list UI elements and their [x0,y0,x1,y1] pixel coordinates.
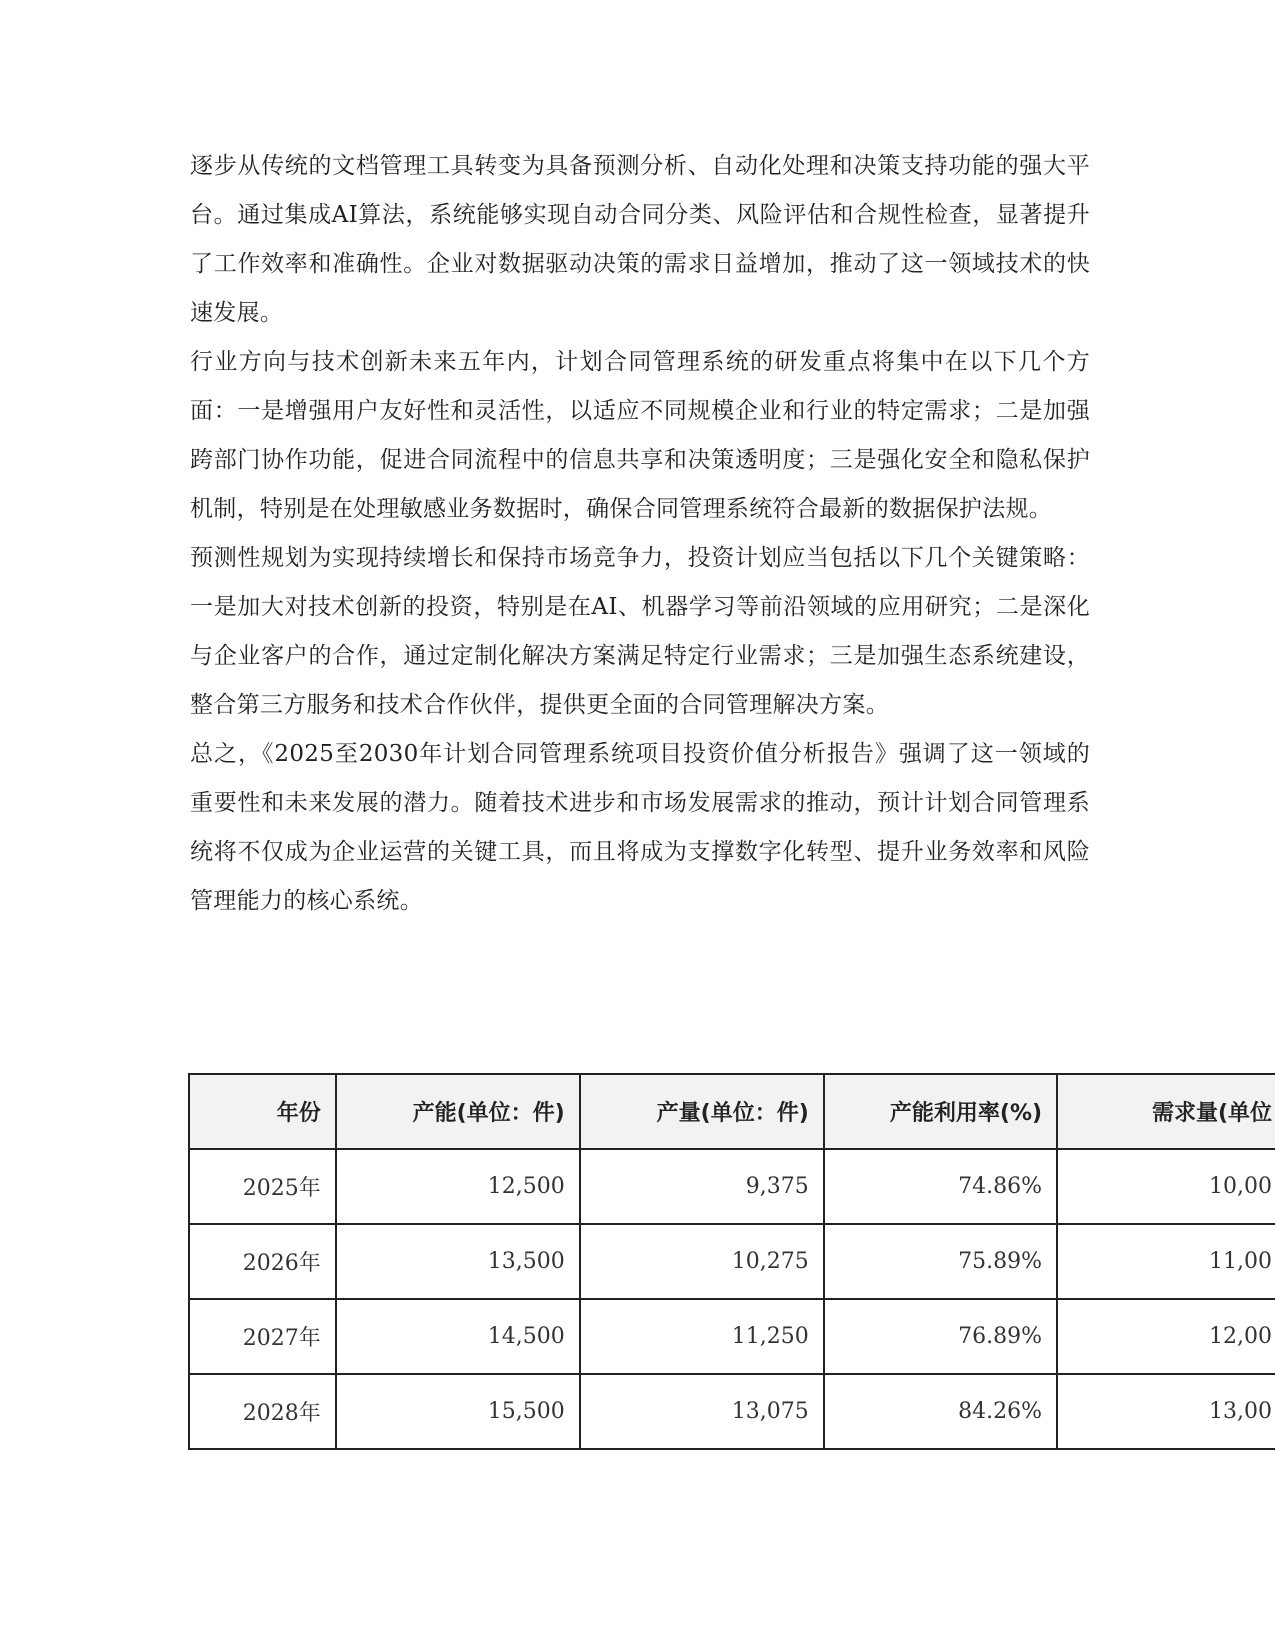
cell-year: 2028年 [189,1374,336,1449]
table-row [189,1224,1275,1299]
header-output: 产量(单位：件) [580,1074,824,1149]
cell-utilization: 75.89% [824,1224,1057,1299]
cell-utilization: 76.89% [824,1299,1057,1374]
cell-capacity: 15,500 [336,1374,580,1449]
cell-capacity: 12,500 [336,1149,580,1224]
header-capacity: 产能(单位：件) [336,1074,580,1149]
cell-demand: 11,00 [1057,1224,1275,1299]
cell-demand: 10,00 [1057,1149,1275,1224]
header-demand: 需求量(单位 [1057,1074,1275,1149]
cell-utilization: 74.86% [824,1149,1057,1224]
header-utilization: 产能利用率(%) [824,1074,1057,1149]
table-header-row [189,1074,1275,1149]
cell-demand: 13,00 [1057,1374,1275,1449]
table-row [189,1149,1275,1224]
cell-output: 11,250 [580,1299,824,1374]
table-row [189,1299,1275,1374]
cell-capacity: 14,500 [336,1299,580,1374]
capacity-table-container [188,1073,1275,1450]
header-year: 年份 [189,1074,336,1149]
cell-utilization: 84.26% [824,1374,1057,1449]
capacity-table [188,1073,1275,1450]
table-row [189,1374,1275,1449]
cell-output: 9,375 [580,1149,824,1224]
cell-output: 13,075 [580,1374,824,1449]
cell-year: 2025年 [189,1149,336,1224]
cell-capacity: 13,500 [336,1224,580,1299]
body-text [190,142,1090,926]
paragraph: 预测性规划为实现持续增长和保持市场竞争力，投资计划应当包括以下几个关键策略：一是加大对技术创新的投资，特别是在AI、机器学习等前沿领域的应用研究；二是深化与企业客户的合作，通过定制化解决方案满足特定行业需求；三是加强生态系统建设，整合第三方服务和技术合作伙伴，提供更全面的合同管理解决方案。 [190,545,1090,718]
paragraph: 逐步从传统的文档管理工具转变为具备预测分析、自动化处理和决策支持功能的强大平台。通过集成AI算法，系统能够实现自动合同分类、风险评估和合规性检查，显著提升了工作效率和准确性。企业对数据驱动决策的需求日益增加，推动了这一领域技术的快速发展。 [190,153,1090,326]
cell-demand: 12,00 [1057,1299,1275,1374]
cell-output: 10,275 [580,1224,824,1299]
cell-year: 2027年 [189,1299,336,1374]
paragraph: 总之，《2025至2030年计划合同管理系统项目投资价值分析报告》强调了这一领域的重要性和未来发展的潜力。随着技术进步和市场发展需求的推动，预计计划合同管理系统将不仅成为企业运营的关键工具，而且将成为支撑数字化转型、提升业务效率和风险管理能力的核心系统。 [190,741,1090,914]
cell-year: 2026年 [189,1224,336,1299]
paragraph: 行业方向与技术创新未来五年内，计划合同管理系统的研发重点将集中在以下几个方面：一是增强用户友好性和灵活性，以适应不同规模企业和行业的特定需求；二是加强跨部门协作功能，促进合同流程中的信息共享和决策透明度；三是强化安全和隐私保护机制，特别是在处理敏感业务数据时，确保合同管理系统符合最新的数据保护法规。 [190,349,1090,522]
